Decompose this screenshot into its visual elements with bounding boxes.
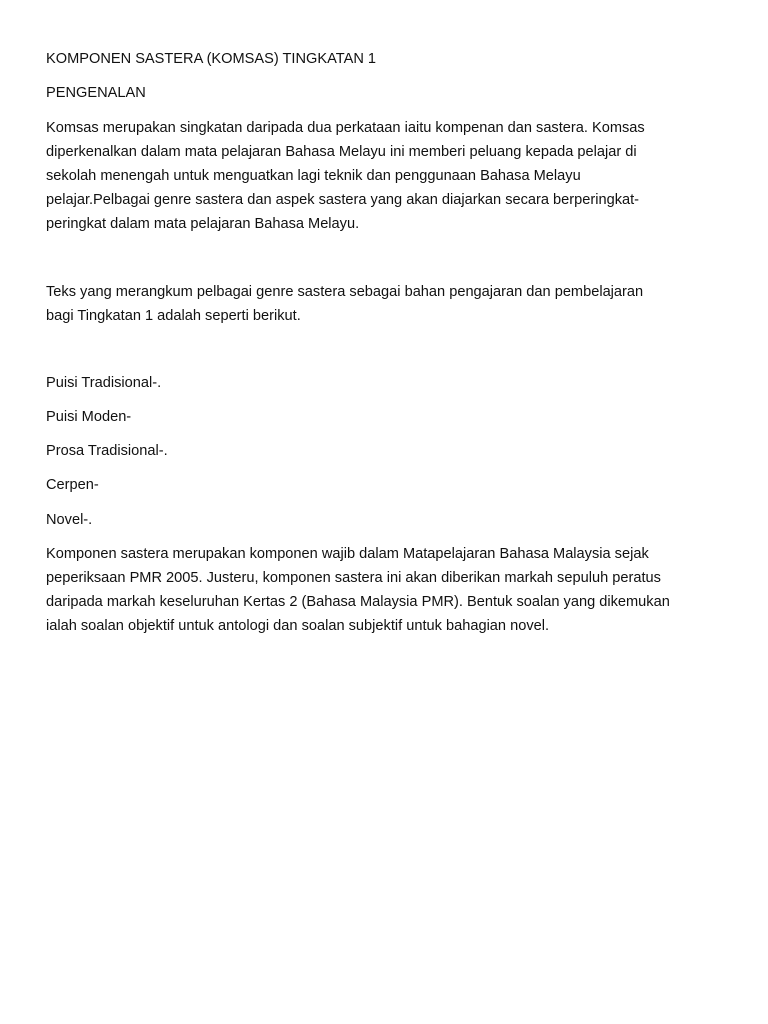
intro-line: sekolah menengah untuk menguatkan lagi teknik dan penggunaan Bahasa Melayu <box>46 168 581 184</box>
intro-line: peringkat dalam mata pelajaran Bahasa Melayu. <box>46 216 360 232</box>
intro-line: pelajar.Pelbagai genre sastera dan aspek sastera yang akan diajarkan secara berperingkat- <box>46 192 640 208</box>
document-title: KOMPONEN SASTERA (KOMSAS) TINGKATAN 1 <box>46 51 377 67</box>
genre-item: Puisi Tradisional-. <box>46 375 162 391</box>
genre-item: Cerpen- <box>46 477 99 493</box>
closing-line: daripada markah keseluruhan Kertas 2 (Bahasa Malaysia PMR). Bentuk soalan yang dikemukan <box>46 594 670 610</box>
genre-item: Novel-. <box>46 512 93 528</box>
intro-line: diperkenalkan dalam mata pelajaran Bahasa Melayu ini memberi peluang kepada pelajar di <box>46 144 637 160</box>
texts-line: bagi Tingkatan 1 adalah seperti berikut. <box>46 308 301 324</box>
closing-line: ialah soalan objektif untuk antologi dan soalan subjektif untuk bahagian novel. <box>46 618 550 634</box>
closing-paragraph <box>46 542 670 638</box>
texts-paragraph <box>46 280 643 328</box>
genre-item: Prosa Tradisional-. <box>46 443 168 459</box>
intro-paragraph <box>46 116 645 236</box>
genre-item: Puisi Moden- <box>46 409 132 425</box>
closing-line: Komponen sastera merupakan komponen wajib dalam Matapelajaran Bahasa Malaysia sejak <box>46 546 649 562</box>
closing-line: peperiksaan PMR 2005. Justeru, komponen sastera ini akan diberikan markah sepuluh peratus <box>46 570 661 586</box>
texts-line: Teks yang merangkum pelbagai genre sastera sebagai bahan pengajaran dan pembelajaran <box>46 284 644 300</box>
section-heading: PENGENALAN <box>46 85 146 101</box>
intro-line: Komsas merupakan singkatan daripada dua perkataan iaitu kompenan dan sastera. Komsas <box>46 120 645 136</box>
